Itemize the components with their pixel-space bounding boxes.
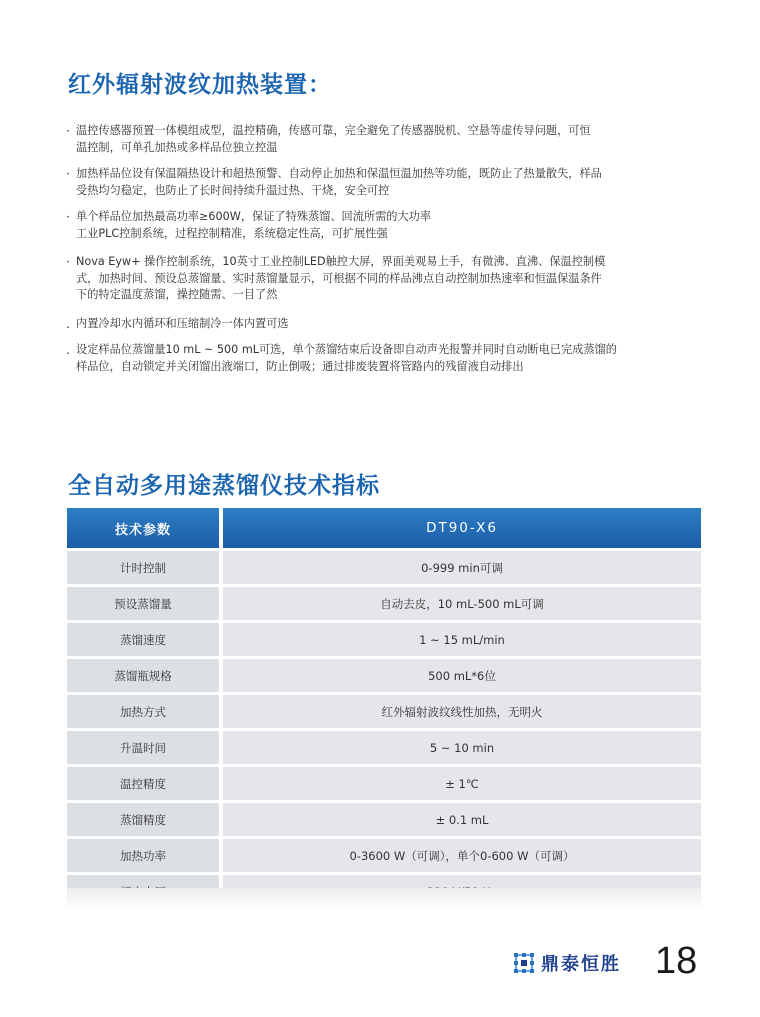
feature-line: 样品位，自动锁定并关闭馏出液端口，防止倒吸；通过排废装置将管路内的残留液自动排出 <box>76 359 524 373</box>
table-row <box>67 658 701 694</box>
table-row <box>67 838 701 874</box>
param-cell: 加热方式 <box>67 694 221 730</box>
spec-table-header-row <box>67 508 701 550</box>
bullet-icon: . <box>66 343 70 357</box>
bullet-icon: · <box>66 255 70 269</box>
feature-item <box>66 342 716 375</box>
feature-line: 受热均匀稳定，也防止了长时间持续升温过热、干烧，安全可控 <box>76 183 390 197</box>
spec-table <box>67 508 701 908</box>
table-row <box>67 622 701 658</box>
table-row <box>67 766 701 802</box>
brand-name: 鼎泰恒胜 <box>541 954 621 975</box>
param-cell: 温控精度 <box>67 766 221 802</box>
feature-line: 单个样品位加热最高功率≥600W，保证了特殊蒸馏、回流所需的大功率 <box>76 210 432 223</box>
value-cell: 1 ~ 15 mL/min <box>221 622 701 658</box>
feature-item <box>66 254 716 304</box>
page-number: 18 <box>655 940 698 982</box>
feature-line: 下的特定温度蒸馏，操控随需、一目了然 <box>76 288 278 301</box>
header-model: DT90-X6 <box>221 508 701 550</box>
section-title-heating-device: 红外辐射波纹加热装置： <box>68 72 332 98</box>
feature-line: 式，加热时间、预设总蒸馏量、实时蒸馏量显示，可根据不同的样品沸点自动控制加热速率和恒温保温条件 <box>76 271 602 285</box>
value-cell: 自动去皮，10 mL-500 mL可调 <box>221 586 701 622</box>
param-cell: 预设蒸馏量 <box>67 586 221 622</box>
param-cell: 加热功率 <box>67 838 221 874</box>
table-row <box>67 586 701 622</box>
feature-line: 加热样品位设有保温隔热设计和超热预警、自动停止加热和保温恒温加热等功能，既防止了热量散失，样品 <box>76 167 602 180</box>
feature-line: 温控制，可单孔加热或多样品位独立控温 <box>76 140 278 154</box>
table-row <box>67 550 701 586</box>
section-title-specs: 全自动多用途蒸馏仪技术指标 <box>68 473 380 499</box>
bullet-icon: · <box>66 210 70 224</box>
feature-line: 工业PLC控制系统，过程控制精准，系统稳定性高，可扩展性强 <box>76 226 388 240</box>
feature-item <box>66 166 716 199</box>
value-cell: ± 1℃ <box>221 766 701 802</box>
feature-list <box>66 113 716 375</box>
param-cell: 蒸馏瓶规格 <box>67 658 221 694</box>
value-cell: 0-3600 W（可调），单个0-600 W（可调） <box>221 838 701 874</box>
brand-dots-logo-icon <box>512 951 536 975</box>
param-cell: 蒸馏速度 <box>67 622 221 658</box>
feature-line: Nova Eyw+ 操作控制系统，10英寸工业控制LED触控大屏，界面美观易上手，有微沸、直沸、保温控制模 <box>76 255 606 268</box>
table-row <box>67 730 701 766</box>
bullet-icon: . <box>66 316 70 331</box>
brand <box>512 950 621 976</box>
table-shadow <box>67 888 701 910</box>
feature-line: 温控传感器预置一体模组成型，温控精确，传感可靠，完全避免了传感器脱机、空悬等虚传导问题，可恒 <box>76 124 591 137</box>
value-cell: 5 ~ 10 min <box>221 730 701 766</box>
bullet-icon: · <box>66 124 70 138</box>
feature-item <box>66 123 716 156</box>
feature-item <box>66 209 716 242</box>
value-cell: 500 mL*6位 <box>221 658 701 694</box>
param-cell: 计时控制 <box>67 550 221 586</box>
value-cell: ± 0.1 mL <box>221 802 701 838</box>
value-cell: 红外辐射波纹线性加热，无明火 <box>221 694 701 730</box>
table-row <box>67 694 701 730</box>
feature-line: 设定样品位蒸馏量10 mL ~ 500 mL可选，单个蒸馏结束后设备即自动声光报警并同时自动断电已完成蒸馏的 <box>76 343 617 356</box>
table-row <box>67 802 701 838</box>
bullet-icon: · <box>66 167 70 181</box>
header-param: 技术参数 <box>67 508 221 550</box>
value-cell: 0-999 min可调 <box>221 550 701 586</box>
feature-line: 内置冷却水内循环和压缩制冷一体内置可选 <box>76 316 289 330</box>
feature-item <box>66 316 716 333</box>
param-cell: 升温时间 <box>67 730 221 766</box>
param-cell: 蒸馏精度 <box>67 802 221 838</box>
